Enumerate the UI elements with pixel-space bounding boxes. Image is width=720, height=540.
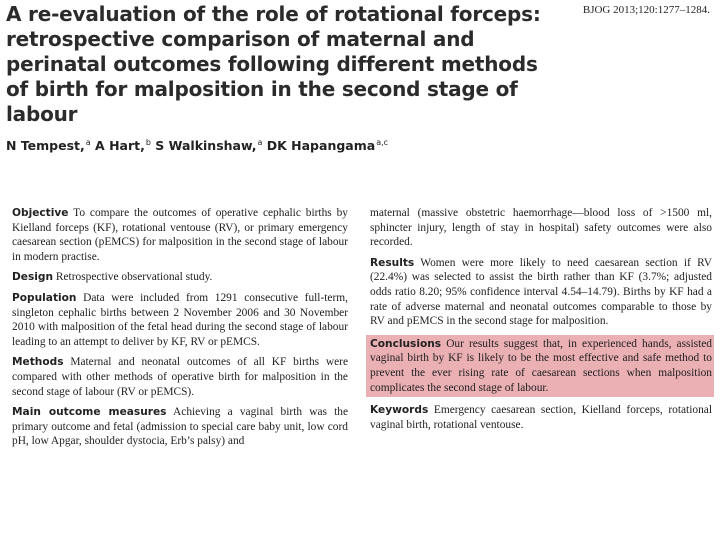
keywords-section [370,403,712,432]
section-heading: Results [370,256,415,269]
section-heading: Methods [12,356,64,369]
section-text: To compare the outcomes of operative cephalic births by Kielland forceps (KF), rotational ventouse (RV), or primary emergency caesarean section (pEMCS) for malposition in the second stage of labour in modern practise. [12,207,348,263]
author-affiliation: b [145,138,151,147]
outcome-continuation [370,206,712,250]
author-affiliation: a [85,138,91,147]
section-text: Data were included from 1291 consecutive full-term, singleton cephalic births between 2 November 2006 and 30 November 2010 with malposition of the fetal head during the second stage of labour leading to an attempt to deliver by KF, RV or pEMCS. [12,291,348,348]
section-heading: Objective [12,207,69,219]
section-text: Our results suggest that, in experienced hands, assisted vaginal birth by KF is likely to be the most effective and safe method to prevent the ever rising rate of caesarean sections when malposition complicates the second stage of labour. [370,337,712,394]
section-text: Women were more likely to need caesarean section if RV (22.4%) was selected to assist the birth rather than KF (3.7%; adjusted odds ratio 8.20; 95% confidence interval 4.54–14.79). Births by KF had a rate of adverse maternal and neonatal outcomes comparable to those by RV and pEMCS in the second stage for malposition. [370,256,712,328]
section-heading: Keywords [370,404,429,417]
abstract-left-column [12,206,348,455]
author-name: DK Hapangama [266,138,376,154]
design-section [12,270,348,285]
results-section [370,256,712,329]
section-text: Emergency caesarean section, Kielland forceps, rotational vaginal birth, rotational ventouse. [370,404,712,431]
methods-section [12,355,348,399]
section-text: Maternal and neonatal outcomes of all KF births were compared with other methods of operative birth for malposition in the second stage of labour (RV or pEMCS). [12,356,348,398]
section-text: maternal (massive obstetric haemorrhage—blood loss of >1500 ml, sphincter injury, length of stay in hospital) safety outcomes were also recorded. [370,207,712,249]
author-affiliation: a [257,138,263,147]
abstract-right-column [370,206,712,438]
author-list [6,138,388,153]
title-line: of birth for malposition in the second stage of [6,77,518,101]
section-heading: Main outcome measures [12,406,167,419]
section-text: Achieving a vaginal birth was the primary outcome and fetal (admission to special care baby unit, low cord pH, low Apgar, shoulder dystocia, Erb’s palsy) and [12,406,349,448]
title-line: perinatal outcomes following different methods [6,52,538,76]
author-affiliation: a,c [376,138,389,147]
section-text: Retrospective observational study. [55,271,213,284]
main-outcome-measures-section [12,405,348,449]
author-name: A Hart, [95,138,145,154]
section-heading: Population [12,291,77,304]
title-line: labour [6,102,78,126]
objective-section [12,206,348,264]
author-name: S Walkinshaw, [155,138,257,154]
title-line: retrospective comparison of maternal and [6,27,475,51]
journal-reference: BJOG 2013;120:1277–1284. [582,4,710,16]
conclusions-section [366,335,714,397]
title-line: A re-evaluation of the role of rotational forceps: [6,2,541,26]
section-heading: Conclusions [370,337,442,350]
article-title [6,2,546,127]
author-name: N Tempest, [6,138,85,154]
population-section [12,291,348,349]
section-heading: Design [12,271,54,284]
